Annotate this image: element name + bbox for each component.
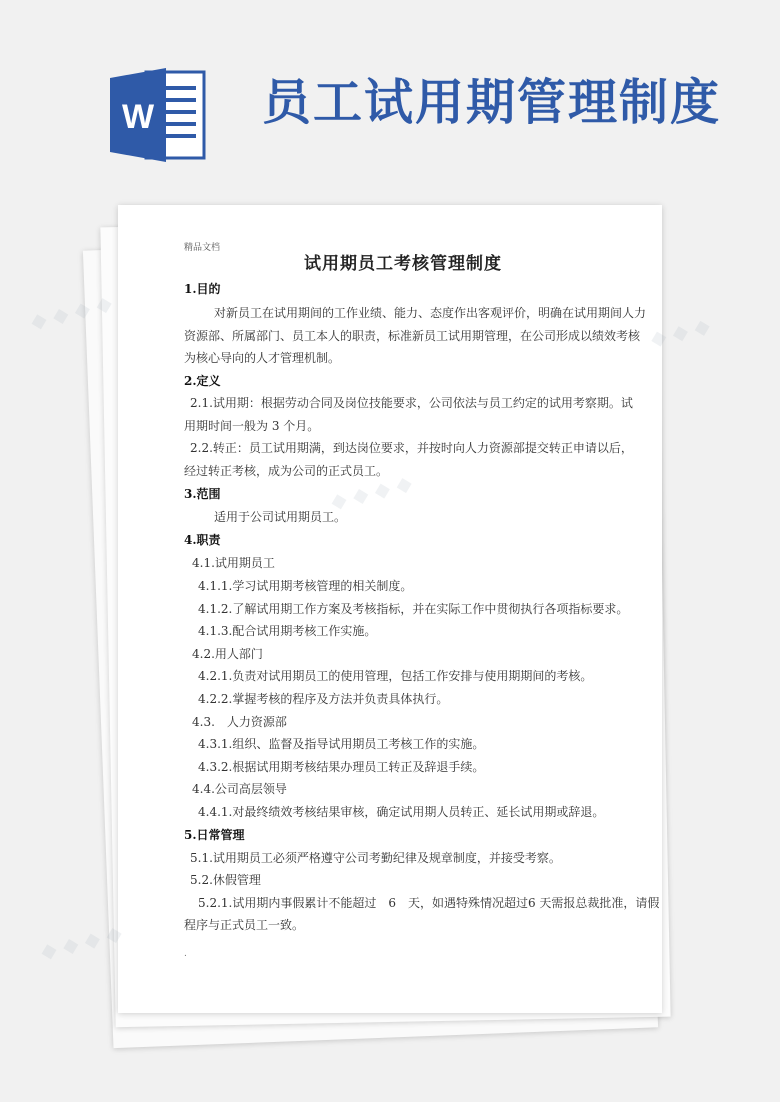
paragraph-line: 4.2.1.负责对试用期员工的使用管理，包括工作安排与使用期期间的考核。 <box>198 669 593 683</box>
paragraph-line: 4.3. 人力资源部 <box>192 715 287 729</box>
paragraph-line: 4.2.2.掌握考核的程序及方法并负责具体执行。 <box>198 692 449 706</box>
document-title: 试用期员工考核管理制度 <box>304 254 502 274</box>
paragraph-line: 4.1.试用期员工 <box>192 556 275 570</box>
paragraph-line: 2.2.转正：员工试用期满，到达岗位要求，并按时向人力资源部提交转正申请以后， <box>190 441 633 455</box>
paragraph-line: 4.1.1.学习试用期考核管理的相关制度。 <box>198 579 413 593</box>
paragraph-line: 2.1.试用期：根据劳动合同及岗位技能要求，公司依法与员工约定的试用考察期。试 <box>190 396 633 410</box>
header-label: 精品文档 <box>184 243 221 253</box>
paragraph-line: 4.3.2.根据试用期考核结果办理员工转正及辞退手续。 <box>198 760 485 774</box>
section-heading: 4.职责 <box>184 533 221 547</box>
word-logo-icon <box>110 68 208 162</box>
paragraph-line: 4.3.1.组织、监督及指导试用期员工考核工作的实施。 <box>198 737 485 751</box>
paragraph-line: 5.2.1.试用期内事假累计不能超过 6 天，如遇特殊情况超过6 天需报总裁批准，请假 <box>198 896 660 910</box>
document-body <box>118 205 662 1013</box>
paragraph-line: 用期时间一般为 3 个月。 <box>184 419 320 433</box>
paragraph-line: 为核心导向的人才管理机制。 <box>184 351 341 365</box>
paragraph-line: 适用于公司试用期员工。 <box>214 510 347 524</box>
end-mark: . <box>184 949 187 959</box>
section-heading: 5.日常管理 <box>184 828 245 842</box>
paragraph-line: 4.4.公司高层领导 <box>192 782 287 796</box>
paragraph-line: 资源部、所属部门、员工本人的职责，标准新员工试用期管理，在公司形成以绩效考核 <box>184 329 641 343</box>
paragraph-line: 程序与正式员工一致。 <box>184 918 305 932</box>
paragraph-line: 4.1.2.了解试用期工作方案及考核指标，并在实际工作中贯彻执行各项指标要求。 <box>198 602 629 616</box>
paragraph-line: 4.2.用人部门 <box>192 647 263 661</box>
paragraph-line: 4.1.3.配合试用期考核工作实施。 <box>198 624 377 638</box>
watermark: ◆ ◆ ◆ <box>647 313 713 351</box>
paragraph-line: 5.2.休假管理 <box>190 873 261 887</box>
banner-title: 员工试用期管理制度 <box>262 74 722 131</box>
section-heading: 1.目的 <box>184 282 221 296</box>
watermark: ◆ ◆ ◆ ◆ <box>38 920 125 964</box>
paragraph-line: 4.4.1.对最终绩效考核结果审核，确定试用期人员转正、延长试用期或辞退。 <box>198 805 605 819</box>
section-heading: 3.范围 <box>184 487 221 501</box>
watermark: ◆ ◆ ◆ ◆ <box>28 290 115 334</box>
svg-text:W: W <box>121 98 155 136</box>
paragraph-line: 对新员工在试用期间的工作业绩、能力、态度作出客观评价，明确在试用期间人力 <box>214 306 647 320</box>
document-page <box>118 205 662 1013</box>
section-heading: 2.定义 <box>184 374 221 388</box>
paragraph-line: 经过转正考核，成为公司的正式员工。 <box>184 464 389 478</box>
paragraph-line: 5.1.试用期员工必须严格遵守公司考勤纪律及规章制度，并接受考察。 <box>190 851 561 865</box>
